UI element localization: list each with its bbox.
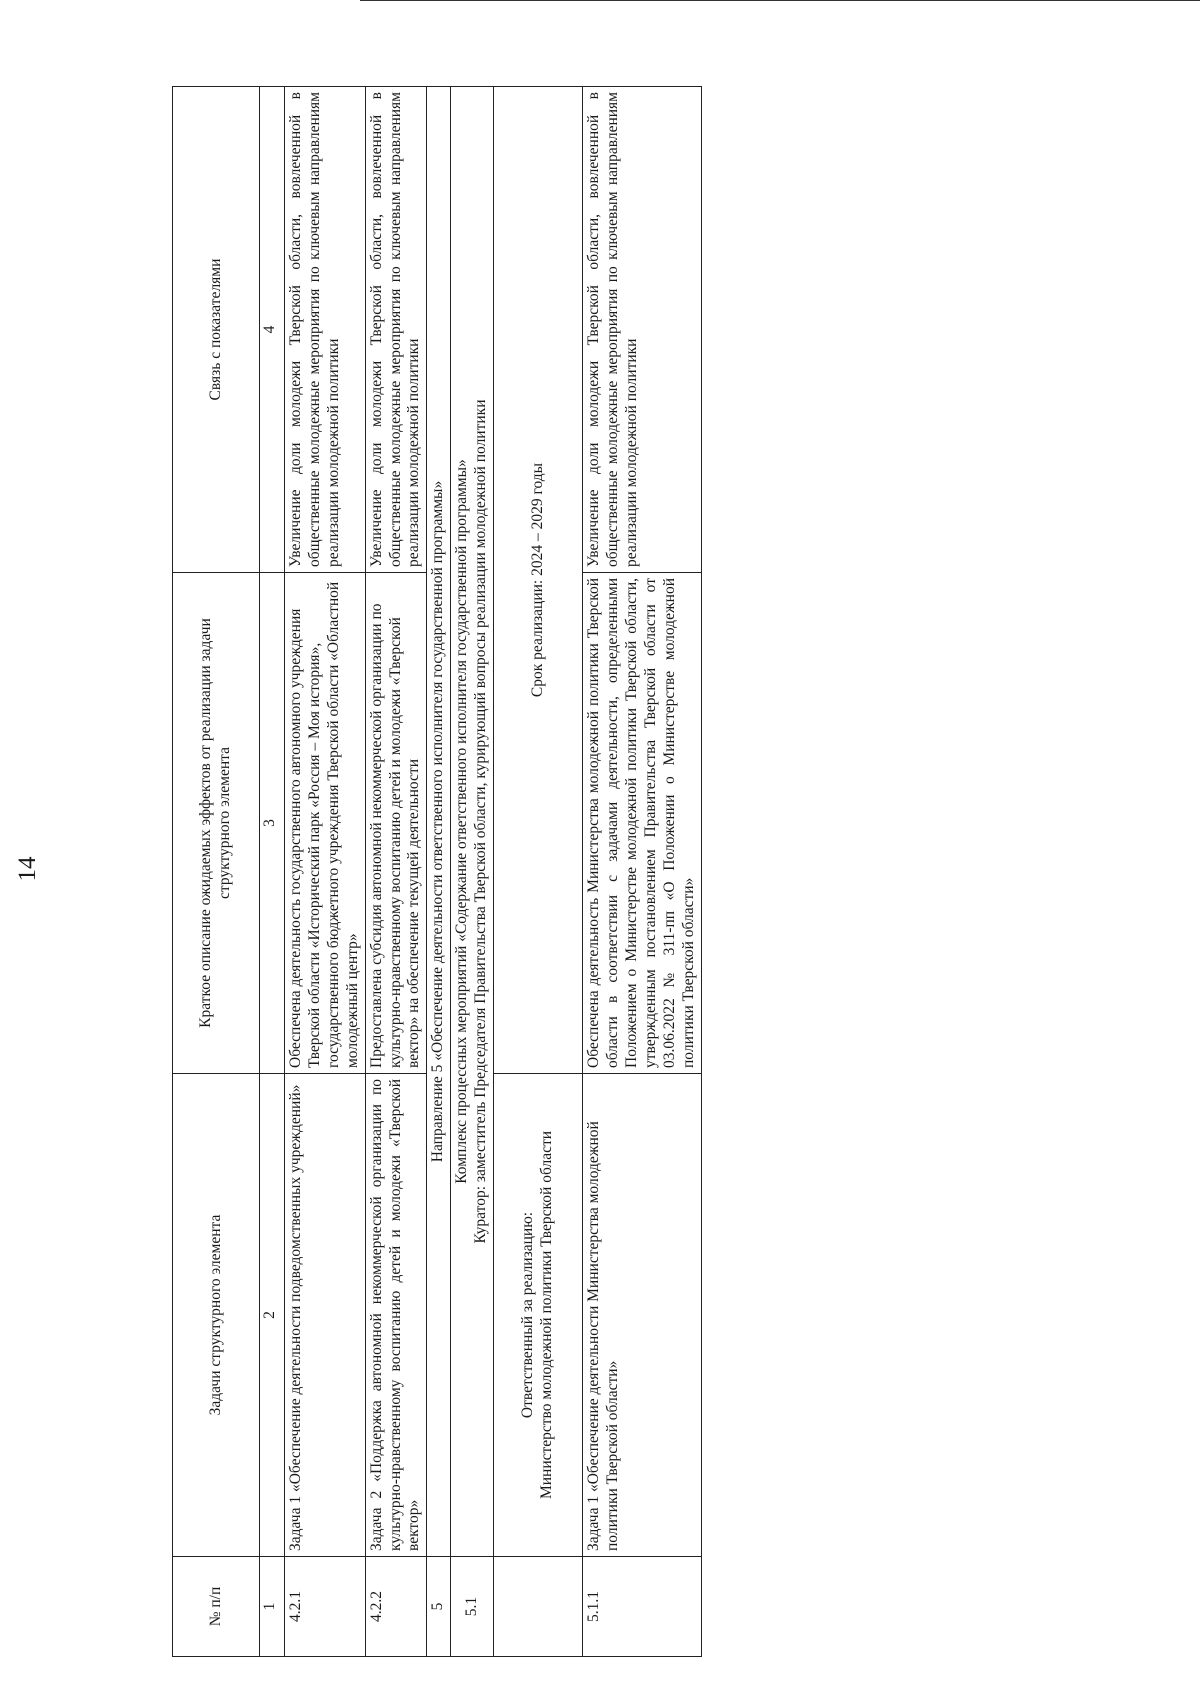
complex-cell: [451, 87, 494, 1557]
complex-row: [451, 87, 494, 1657]
row-task: Задача 2 «Поддержка автономной некоммерческой организации по культурно-нравственному воспитанию детей и молодежи «Тверской вектор»: [365, 1074, 427, 1557]
table-row: [583, 87, 701, 1657]
row-task: Задача 1 «Обеспечение деятельности подведомственных учреждений»: [285, 1074, 366, 1557]
direction-title: Направление 5 «Обеспечение деятельности ответственного исполнителя государственной программы»: [427, 87, 451, 1557]
page-number: 14: [14, 856, 41, 882]
complex-num: 5.1: [451, 1557, 494, 1657]
row-num: 4.2.1: [285, 1557, 366, 1657]
row-link: Увеличение доли молодежи Тверской области, вовлеченной в общественные молодежные мероприятия по ключевым направлениям реализации молодежной политики: [365, 87, 427, 573]
row-effect: Обеспечена деятельность Министерства молодежной политики Тверской области в соответствии с задачами деятельности, определенными Положением о Министерстве молодежной политики Тверской области, утвержденным постановлением Правительства Тверской области от 03.06.2022 № 311-пп «О Положении о Министерстве молодежной политики Тверской области»: [583, 573, 701, 1074]
direction-row: [427, 87, 451, 1657]
term-cell: Срок реализации: 2024 – 2029 годы: [494, 87, 583, 1074]
responsible-cell: [494, 1074, 583, 1557]
header-row: [173, 87, 260, 1657]
col-number: 1: [260, 1557, 285, 1657]
tasks-table: [172, 86, 702, 1657]
table-row: [365, 87, 427, 1657]
direction-num: 5: [427, 1557, 451, 1657]
row-link: Увеличение доли молодежи Тверской области, вовлеченной в общественные молодежные мероприятия по ключевым направлениям реализации молодежной политики: [285, 87, 366, 573]
complex-curator: Куратор: заместитель Председателя Правительства Тверской области, курирующий вопросы реализации молодежной политики: [472, 399, 490, 1244]
row-num: 5.1.1: [583, 1557, 701, 1657]
header-task: Задачи структурного элемента: [173, 1074, 260, 1557]
header-link: Связь с показателями: [173, 87, 260, 573]
header-num: № п/п: [173, 1557, 260, 1657]
table-row: [285, 87, 366, 1657]
row-task: Задача 1 «Обеспечение деятельности Министерства молодежной политики Тверской области»: [583, 1074, 701, 1557]
row-link: Увеличение доли молодежи Тверской области, вовлеченной в общественные молодежные мероприятия по ключевым направлениям реализации молодежной политики: [583, 87, 701, 573]
header-effect: Краткое описание ожидаемых эффектов от реализации задачи структурного элемента: [173, 573, 260, 1074]
col-number: 4: [260, 87, 285, 573]
rotated-page: [14, 87, 847, 1657]
column-numbers-row: [260, 87, 285, 1657]
row-effect: Обеспечена деятельность государственного автономного учреждения Тверской области «Исторический парк «Россия – Моя история», государственного бюджетного учреждения Тверской области «Областной молодежный центр»: [285, 573, 366, 1074]
row-num: 4.2.2: [365, 1557, 427, 1657]
responsible-org: Министерство молодежной политики Тверской области: [538, 1130, 556, 1500]
scan-edge-line: [360, 0, 1200, 1]
responsible-label: Ответственный за реализацию:: [519, 1211, 537, 1419]
complex-title: Комплекс процессных мероприятий «Содержание ответственного исполнителя государственной программы»: [453, 459, 471, 1184]
col-number: 2: [260, 1074, 285, 1557]
empty-cell: [494, 1557, 583, 1657]
row-effect: Предоставлена субсидия автономной некоммерческой организации по культурно-нравственному воспитанию детей и молодежи «Тверской вектор» на обеспечение текущей деятельности: [365, 573, 427, 1074]
col-number: 3: [260, 573, 285, 1074]
responsible-row: [494, 87, 583, 1657]
